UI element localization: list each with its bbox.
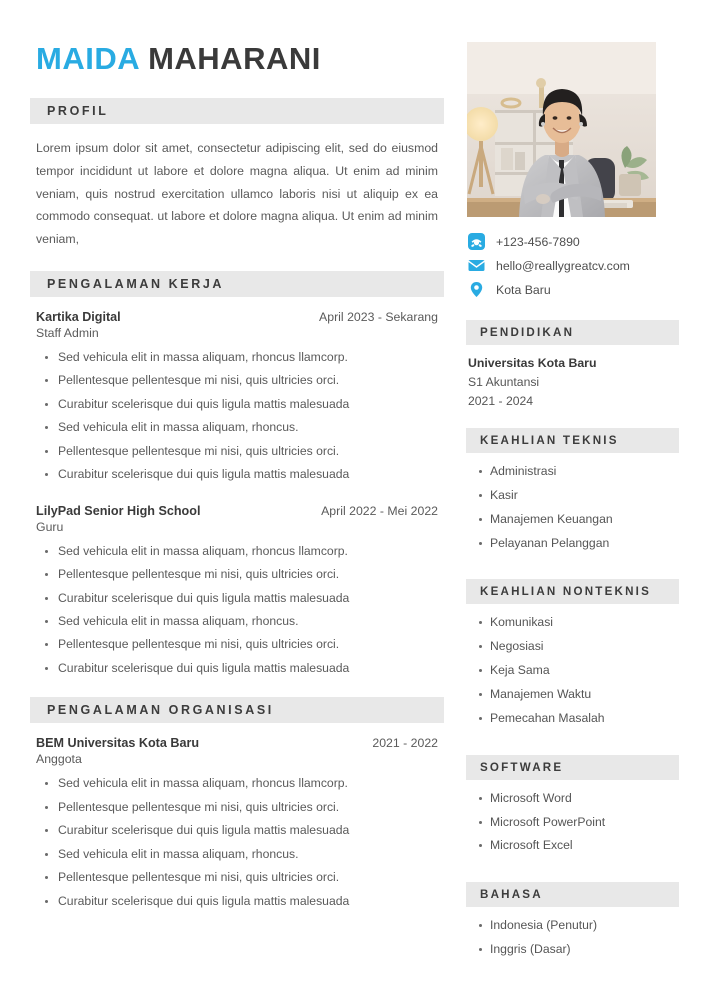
list-item: Microsoft Excel — [466, 838, 679, 862]
entry-date: April 2022 - Mei 2022 — [321, 503, 438, 518]
entry-bullets — [36, 349, 438, 490]
organization-entry — [36, 736, 438, 916]
sidebar-column — [466, 42, 679, 980]
section-title: PENDIDIKAN — [480, 326, 575, 339]
education-degree: S1 Akuntansi — [468, 375, 540, 389]
list-item: Pemecahan Masalah — [466, 711, 679, 735]
first-name: MAIDA — [36, 41, 139, 76]
phone-icon — [468, 233, 485, 250]
section-title: SOFTWARE — [480, 760, 564, 774]
entry-bullets — [36, 543, 438, 684]
entry-date: April 2023 - Sekarang — [319, 309, 438, 324]
list-item: Curabitur scelerisque dui quis ligula mattis malesuada — [36, 822, 438, 845]
list-item: Kasir — [466, 488, 679, 512]
list-item: Sed vehicula elit in massa aliquam, rhoncus llamcorp. — [36, 349, 438, 372]
section-title: KEAHLIAN NONTEKNIS — [480, 585, 651, 599]
section-header-soft-skills — [466, 579, 679, 604]
software-list — [466, 791, 679, 863]
education-school: Universitas Kota Baru — [468, 356, 597, 370]
list-item: Sed vehicula elit in massa aliquam, rhoncus. — [36, 846, 438, 869]
section-header-work — [30, 271, 444, 297]
list-item: Keja Sama — [466, 663, 679, 687]
education-entry — [468, 356, 679, 408]
entry-organization: BEM Universitas Kota Baru — [36, 736, 200, 751]
languages-list — [466, 918, 679, 966]
list-item: Pellentesque pellentesque mi nisi, quis ultricies orci. — [36, 869, 438, 892]
entry-header — [36, 736, 438, 750]
list-item: Komunikasi — [466, 615, 679, 639]
page-title — [36, 42, 444, 76]
section-header-education — [466, 320, 679, 345]
section-header-organization — [30, 697, 444, 723]
section-header-languages — [466, 882, 679, 907]
entry-role: Anggota — [36, 752, 82, 767]
list-item: Curabitur scelerisque dui quis ligula mattis malesuada — [36, 590, 438, 613]
entry-role: Staff Admin — [36, 325, 99, 340]
avatar — [467, 42, 656, 217]
section-header-profil — [30, 98, 444, 124]
technical-skills-list — [466, 464, 679, 559]
contact-item-location[interactable] — [468, 281, 679, 298]
portrait-photo — [467, 42, 656, 217]
entry-organization: Kartika Digital — [36, 309, 121, 324]
list-item: Pellentesque pellentesque mi nisi, quis ultricies orci. — [36, 443, 438, 466]
list-item: Sed vehicula elit in massa aliquam, rhoncus. — [36, 613, 438, 636]
list-item: Pellentesque pellentesque mi nisi, quis ultricies orci. — [36, 636, 438, 659]
list-item: Curabitur scelerisque dui quis ligula mattis malesuada — [36, 466, 438, 489]
list-item: Indonesia (Penutur) — [466, 918, 679, 942]
list-item: Pellentesque pellentesque mi nisi, quis ultricies orci. — [36, 566, 438, 589]
last-name: MAHARANI — [148, 41, 321, 76]
list-item: Pellentesque pellentesque mi nisi, quis ultricies orci. — [36, 372, 438, 395]
soft-skills-list — [466, 615, 679, 734]
list-item: Pellentesque pellentesque mi nisi, quis ultricies orci. — [36, 799, 438, 822]
work-entry — [36, 310, 438, 490]
list-item: Sed vehicula elit in massa aliquam, rhoncus llamcorp. — [36, 775, 438, 798]
list-item: Manajemen Waktu — [466, 687, 679, 711]
contact-list — [468, 233, 679, 298]
entry-header — [36, 504, 438, 518]
section-title: PENGALAMAN KERJA — [47, 276, 225, 291]
list-item: Manajemen Keuangan — [466, 512, 679, 536]
contact-item-phone[interactable] — [468, 233, 679, 250]
entry-date: 2021 - 2022 — [372, 736, 438, 751]
contact-value: +123-456-7890 — [496, 234, 580, 249]
profile-paragraph: Lorem ipsum dolor sit amet, consectetur adipiscing elit, sed do eiusmod tempor incididunt ut labore et dolore magna aliqua. Ut enim ad minim veniam, quis nostrud exercitation ullamco laboris nisi ut aliquip ex ea commodo consequat. ut labore et dolore magna aliqua. Ut enim ad minim veniam, — [36, 141, 438, 247]
list-item: Negosiasi — [466, 639, 679, 663]
education-years: 2021 - 2024 — [468, 394, 534, 408]
contact-value: hello@reallygreatcv.com — [496, 258, 630, 273]
contact-value: Kota Baru — [496, 282, 551, 297]
section-header-software — [466, 755, 679, 780]
section-title: KEAHLIAN TEKNIS — [480, 434, 619, 447]
list-item: Microsoft PowerPoint — [466, 815, 679, 839]
list-item: Administrasi — [466, 464, 679, 488]
section-header-technical-skills — [466, 428, 679, 453]
list-item: Pelayanan Pelanggan — [466, 536, 679, 560]
list-item: Curabitur scelerisque dui quis ligula mattis malesuada — [36, 893, 438, 916]
entry-header — [36, 310, 438, 324]
contact-item-email[interactable] — [468, 257, 679, 274]
work-entry — [36, 504, 438, 684]
entry-role: Guru — [36, 519, 64, 534]
section-title: PENGALAMAN ORGANISASI — [47, 703, 274, 718]
entry-bullets — [36, 775, 438, 916]
section-title: BAHASA — [480, 888, 543, 902]
list-item: Inggris (Dasar) — [466, 942, 679, 966]
main-column — [30, 42, 444, 980]
list-item: Sed vehicula elit in massa aliquam, rhoncus. — [36, 419, 438, 442]
section-title: PROFIL — [47, 104, 109, 119]
list-item: Curabitur scelerisque dui quis ligula mattis malesuada — [36, 396, 438, 419]
entry-organization: LilyPad Senior High School — [36, 503, 201, 518]
envelope-icon — [468, 257, 485, 274]
list-item: Microsoft Word — [466, 791, 679, 815]
list-item: Curabitur scelerisque dui quis ligula mattis malesuada — [36, 660, 438, 683]
list-item: Sed vehicula elit in massa aliquam, rhoncus llamcorp. — [36, 543, 438, 566]
location-pin-icon — [468, 281, 485, 298]
